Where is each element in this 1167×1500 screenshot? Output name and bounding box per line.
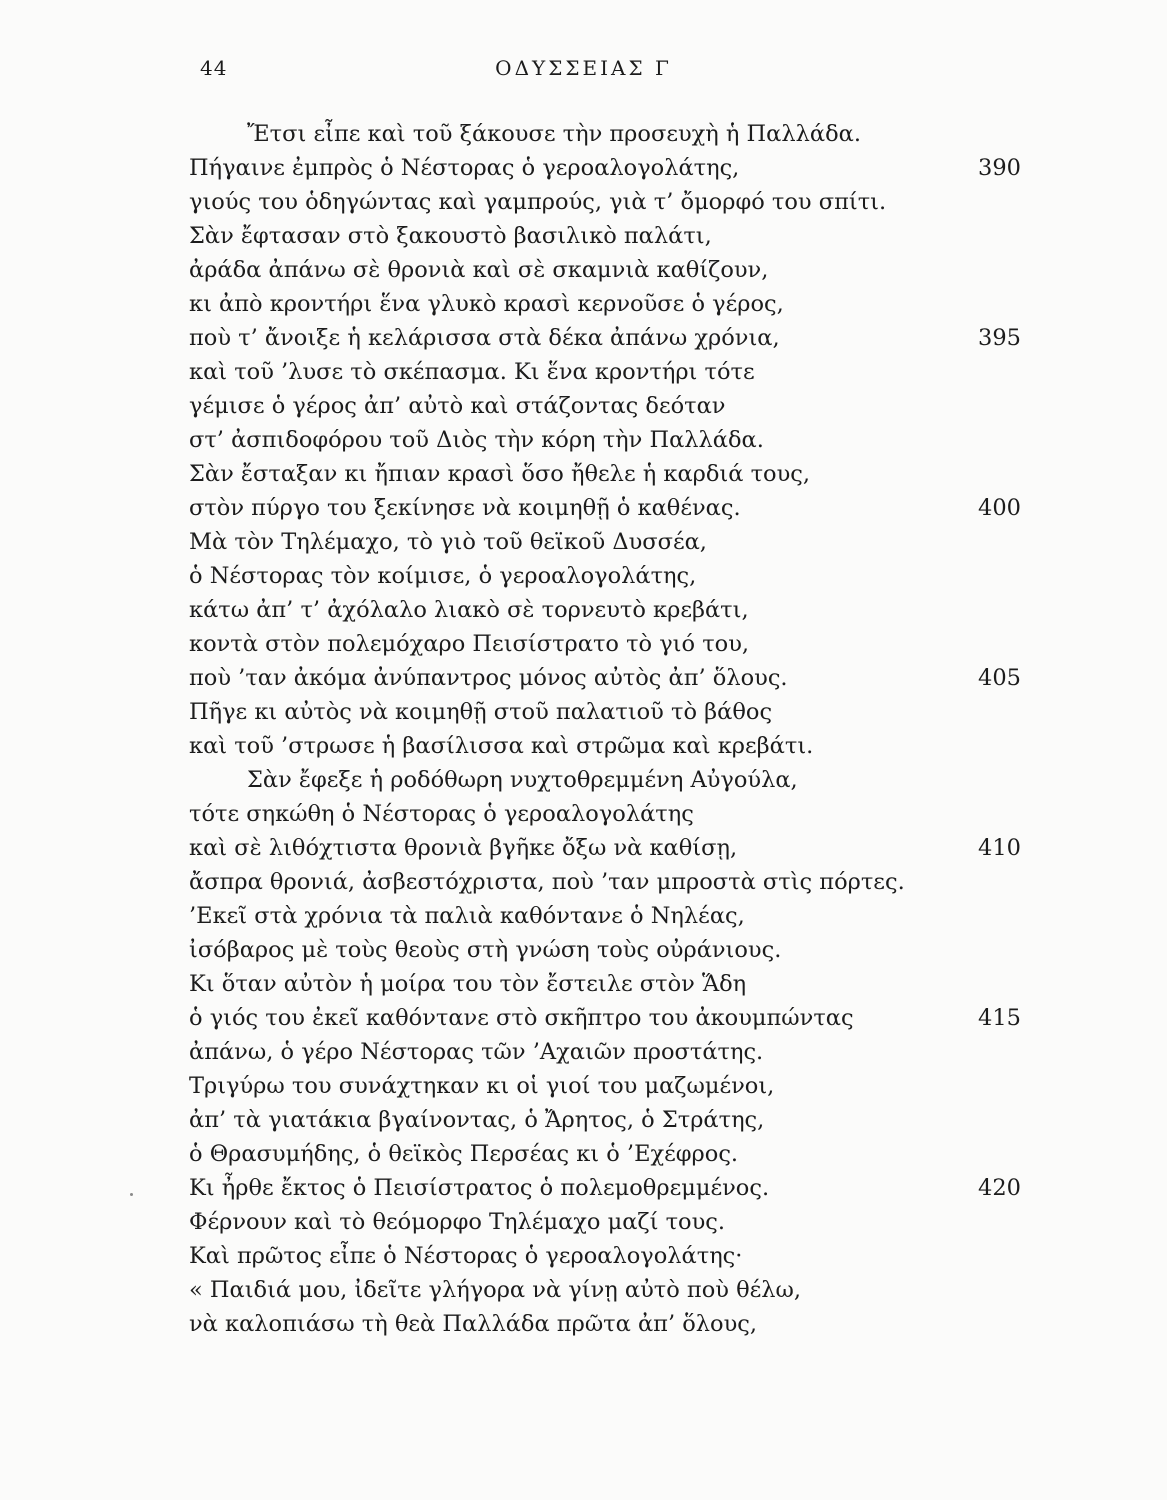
- poem-line-text: ἄσπρα θρονιά, ἀσβεστόχριστα, ποὺ ’ταν μπροστὰ στὶς πόρτες.: [189, 869, 905, 895]
- poem-line-text: Πῆγε κι αὐτὸς νὰ κοιμηθῇ στοῦ παλατιοῦ τὸ βάθος: [189, 699, 773, 725]
- poem-line-text: ἰσόβαρος μὲ τοὺς θεοὺς στὴ γνώση τοὺς οὐράνιους.: [189, 937, 782, 963]
- poem-line: [0, 389, 1167, 423]
- poem-body: [0, 117, 1167, 1341]
- line-number: 400: [978, 495, 1021, 521]
- poem-line-text: Κι ὅταν αὐτὸν ἡ μοίρα του τὸν ἔστειλε στὸν Ἅδη: [189, 971, 747, 997]
- poem-line: [0, 185, 1167, 219]
- page-number: 44: [200, 56, 228, 80]
- poem-line-text: τότε σηκώθη ὁ Νέστορας ὁ γεροαλογολάτης: [189, 801, 694, 827]
- poem-line: [0, 831, 1167, 865]
- poem-line-text: κι ἀπὸ κροντήρι ἕνα γλυκὸ κρασὶ κερνοῦσε ὁ γέρος,: [189, 291, 784, 317]
- poem-line: [0, 865, 1167, 899]
- poem-line: [0, 593, 1167, 627]
- poem-line-text: κάτω ἀπ’ τ’ ἀχόλαλο λιακὸ σὲ τορνευτὸ κρεβάτι,: [189, 597, 749, 623]
- poem-line: [0, 661, 1167, 695]
- poem-line: [0, 559, 1167, 593]
- poem-line-text: κοντὰ στὸν πολεμόχαρο Πεισίστρατο τὸ γιό του,: [189, 631, 750, 657]
- poem-line-text: γέμισε ὁ γέρος ἀπ’ αὐτὸ καὶ στάζοντας δεόταν: [189, 393, 726, 419]
- poem-line: [0, 423, 1167, 457]
- poem-line: [0, 1001, 1167, 1035]
- line-number: 415: [978, 1005, 1021, 1031]
- poem-line: [0, 321, 1167, 355]
- poem-line: [0, 1205, 1167, 1239]
- poem-line-text: Καὶ πρῶτος εἶπε ὁ Νέστορας ὁ γεροαλογολάτης·: [189, 1243, 743, 1269]
- poem-line: [0, 1137, 1167, 1171]
- poem-line: [0, 899, 1167, 933]
- poem-line-text: Φέρνουν καὶ τὸ θεόμορφο Τηλέμαχο μαζί τους.: [189, 1209, 726, 1235]
- poem-line: [0, 695, 1167, 729]
- poem-line: [0, 1035, 1167, 1069]
- poem-line-text: « Παιδιά μου, ἰδεῖτε γλήγορα νὰ γίνῃ αὐτὸ ποὺ θέλω,: [189, 1277, 802, 1303]
- poem-line: [0, 117, 1167, 151]
- poem-line-text: γιούς του ὁδηγώντας καὶ γαμπρούς, γιὰ τ’ ὄμορφό του σπίτι.: [189, 189, 887, 215]
- poem-line: [0, 525, 1167, 559]
- poem-line-text: ποὺ ’ταν ἀκόμα ἀνύπαντρος μόνος αὐτὸς ἀπ’ ὅλους.: [189, 665, 788, 691]
- poem-line: [0, 763, 1167, 797]
- poem-line: [0, 797, 1167, 831]
- poem-line: [0, 287, 1167, 321]
- poem-line-text: ’Εκεῖ στὰ χρόνια τὰ παλιὰ καθόντανε ὁ Νηλέας,: [189, 903, 745, 929]
- line-number: 405: [978, 665, 1021, 691]
- line-number: 420: [978, 1175, 1021, 1201]
- poem-line-text: ὁ Νέστορας τὸν κοίμισε, ὁ γεροαλογολάτης,: [189, 563, 697, 589]
- poem-line-text: Σὰν ἔσταξαν κι ἤπιαν κρασὶ ὅσο ἤθελε ἡ καρδιά τους,: [189, 461, 811, 487]
- scan-speck: [130, 1193, 133, 1196]
- poem-line-text: ὁ Θρασυμήδης, ὁ θεϊκὸς Περσέας κι ὁ ’Εχέφρος.: [189, 1141, 739, 1167]
- poem-line-text: ἀπ’ τὰ γιατάκια βγαίνοντας, ὁ Ἄρητος, ὁ Στράτης,: [189, 1107, 765, 1133]
- poem-line: [0, 1239, 1167, 1273]
- running-title: ΟΔΥΣΣΕΙΑΣ Γ: [495, 56, 672, 80]
- poem-line: [0, 219, 1167, 253]
- poem-line-text: καὶ τοῦ ’στρωσε ἡ βασίλισσα καὶ στρῶμα καὶ κρεβάτι.: [189, 733, 814, 759]
- line-number: 410: [978, 835, 1021, 861]
- poem-line: [0, 457, 1167, 491]
- poem-line: [0, 729, 1167, 763]
- poem-line: [0, 151, 1167, 185]
- poem-line: [0, 627, 1167, 661]
- poem-line: [0, 1069, 1167, 1103]
- poem-line: [0, 355, 1167, 389]
- poem-line: [0, 1307, 1167, 1341]
- poem-line-text: Σὰν ἔφτασαν στὸ ξακουστὸ βασιλικὸ παλάτι,: [189, 223, 712, 249]
- poem-line: [0, 933, 1167, 967]
- page-header: [0, 56, 1167, 92]
- poem-line-text: νὰ καλοπιάσω τὴ θεὰ Παλλάδα πρῶτα ἀπ’ ὅλους,: [189, 1311, 758, 1337]
- poem-line-text: ποὺ τ’ ἄνοιξε ἡ κελάρισσα στὰ δέκα ἀπάνω χρόνια,: [189, 325, 780, 351]
- poem-line-text: Πήγαινε ἐμπρὸς ὁ Νέστορας ὁ γεροαλογολάτης,: [189, 155, 740, 181]
- poem-line-text: Κι ἦρθε ἔκτος ὁ Πεισίστρατος ὁ πολεμοθρεμμένος.: [189, 1175, 770, 1201]
- line-number: 395: [978, 325, 1021, 351]
- poem-line-text: Σὰν ἔφεξε ἡ ροδόθωρη νυχτοθρεμμένη Αὐγούλα,: [247, 767, 798, 793]
- poem-line-text: στὸν πύργο του ξεκίνησε νὰ κοιμηθῇ ὁ καθένας.: [189, 495, 741, 521]
- poem-line-text: καὶ τοῦ ’λυσε τὸ σκέπασμα. Κι ἕνα κροντήρι τότε: [189, 359, 755, 385]
- poem-line-text: Ἔτσι εἶπε καὶ τοῦ ξάκουσε τὴν προσευχὴ ἡ Παλλάδα.: [247, 121, 861, 147]
- poem-line-text: ὁ γιός του ἐκεῖ καθόντανε στὸ σκῆπτρο του ἀκουμπώντας: [189, 1005, 854, 1031]
- poem-line: [0, 491, 1167, 525]
- poem-line-text: ἀπάνω, ὁ γέρο Νέστορας τῶν ’Αχαιῶν προστάτης.: [189, 1039, 764, 1065]
- poem-line: [0, 967, 1167, 1001]
- poem-line: [0, 253, 1167, 287]
- poem-line: [0, 1273, 1167, 1307]
- poem-line-text: στ’ ἀσπιδοφόρου τοῦ Διὸς τὴν κόρη τὴν Παλλάδα.: [189, 427, 764, 453]
- poem-line-text: Μὰ τὸν Τηλέμαχο, τὸ γιὸ τοῦ θεϊκοῦ Δυσσέα,: [189, 529, 707, 555]
- poem-line-text: καὶ σὲ λιθόχτιστα θρονιὰ βγῆκε ὄξω νὰ καθίσῃ,: [189, 835, 738, 861]
- line-number: 390: [978, 155, 1021, 181]
- poem-line: [0, 1103, 1167, 1137]
- poem-line-text: Τριγύρω του συνάχτηκαν κι οἱ γιοί του μαζωμένοι,: [189, 1073, 775, 1099]
- poem-line: [0, 1171, 1167, 1205]
- poem-line-text: ἀράδα ἀπάνω σὲ θρονιὰ καὶ σὲ σκαμνιὰ καθίζουν,: [189, 257, 769, 283]
